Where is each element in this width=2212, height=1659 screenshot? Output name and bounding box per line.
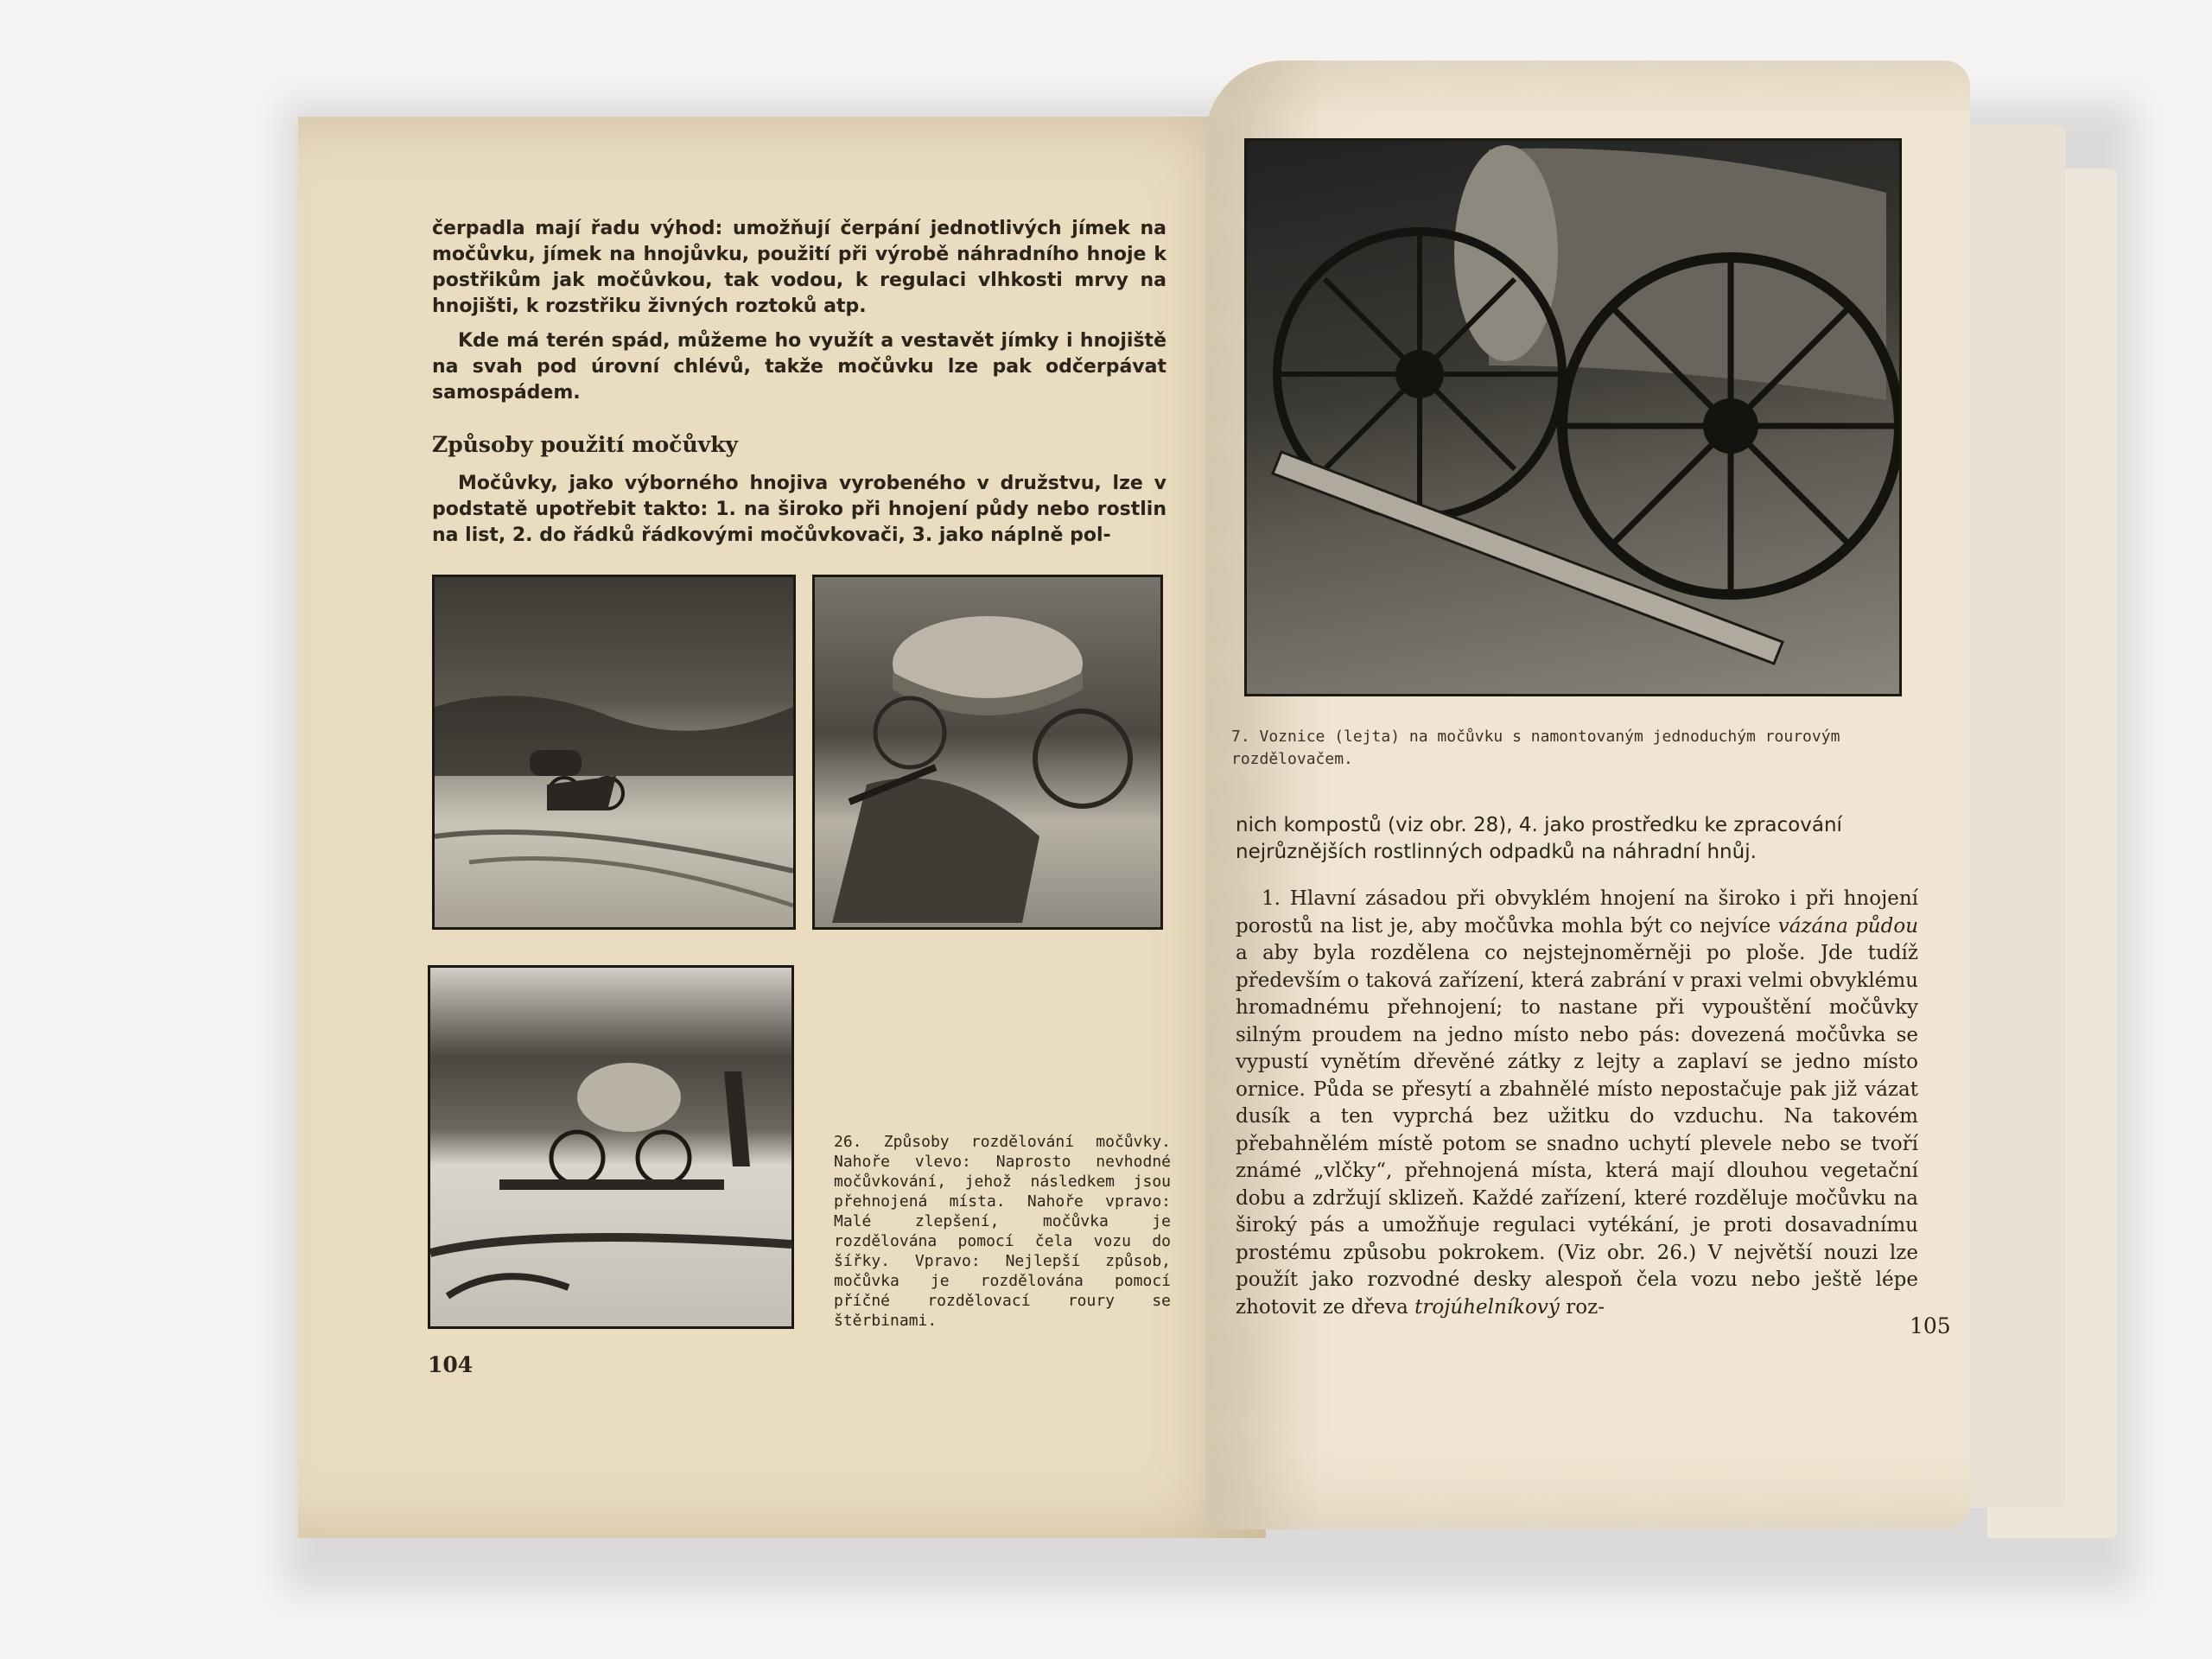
paragraph-italic-text: vázána půdou (1777, 914, 1919, 938)
left-paragraph-2: Kde má terén spád, můžeme ho využít a vestavět jímky i hnojiště na svah pod úrovní chlévů, takže močůvku lze pak odčerpávat samospádem. (432, 330, 1166, 404)
photo-manure-wagon-with-pipe (1244, 138, 1902, 696)
figure-7-caption: 7. Voznice (lejta) na močůvku s namontovaným jednoduchým rourovým rozdělovačem. (1231, 728, 1840, 768)
page-number-left: 104 (428, 1352, 474, 1377)
right-paragraph-2 (1236, 886, 1918, 1321)
section-heading: Způsoby použití močůvky (432, 432, 739, 457)
left-paragraph-3: Močůvky, jako výborného hnojiva vyrobeného v družstvu, lze v podstatě upotřebit takto: 1. na široko při hnojení půdy nebo rostlin na list, 2. do řádků řádkovými močůvkovači, 3. jako náplně pol- (432, 473, 1166, 546)
left-page (298, 117, 1266, 1538)
paragraph-text: roz- (1559, 1295, 1605, 1319)
right-page (1205, 60, 1970, 1529)
photo-bad-spreading (432, 575, 796, 930)
page-number-right: 105 (1910, 1313, 1951, 1338)
paragraph-italic-text: trojúhelníkový (1414, 1295, 1560, 1319)
paragraph-text: 1. Hlavní zásadou při obvyklém hnojení na široko i při hnojení porostů na list je, aby močůvka mohla být co nejvíce (1236, 887, 1918, 938)
photo-pipe-spreader (428, 965, 794, 1329)
photo-wagon-front-spreading (812, 575, 1163, 930)
paragraph-text: a aby byla rozdělena co nejstejnoměrněji po ploše. Jde tudíž především o taková zařízení, která zabrání v praxi velmi obvyklému hromadnému přehnojení; to nastane při vypouštění močůvky silným proudem na jedno místo nebo pás: dovezená močůvka se vypustí vynětím dřevěné zátky z lejty a zaplaví se jedno místo ornice. Půda se přesytí a zbahnělé místo nepostačuje pak již vázat dusík a ten vyprchá bez užitku do vzduchu. Na takovém přebahnělém místě potom se snadno uchytí plevele nebo se tvoří známé „vlčky“, přehnojená místa, která mají dlouhou vegetační dobu a zdržují sklizeň. Každé zařízení, které rozděluje močůvku na široký pás a umožňuje regulaci vytékání, je proti dosavadnímu prostému způsobu pokrokem. (Viz obr. 26.) V největší nouzi lze použít jako rozvodné desky alespoň čela vozu nebo ještě lépe zhotovit ze dřeva (1236, 942, 1918, 1319)
figure-26-caption: 26. Způsoby rozdělování močůvky. Nahoře vlevo: Naprosto nevhodné močůvkování, jehož následkem jsou přehnojená místa. Nahoře vpravo: Malé zlepšení, močůvka je rozdělována pomocí čela vozu do šířky. Vpravo: Nejlepší způsob, močůvka je rozdělována pomocí příčné rozdělovací roury se štěrbinami. (834, 1133, 1171, 1330)
left-paragraph-1: čerpadla mají řadu výhod: umožňují čerpání jednotlivých jímek na močůvku, jímek na hnojůvku, použití při výrobě náhradního hnoje k postřikům jak močůvkou, tak vodou, k regulaci vlhkosti mrvy na hnojišti, k rozstřiku živných roztoků atp. (432, 218, 1166, 317)
right-paragraph-1: nich kompostů (viz obr. 28), 4. jako prostředku ke zpracování nejrůznějších rostlinných odpadků na náhradní hnůj. (1236, 814, 1842, 863)
